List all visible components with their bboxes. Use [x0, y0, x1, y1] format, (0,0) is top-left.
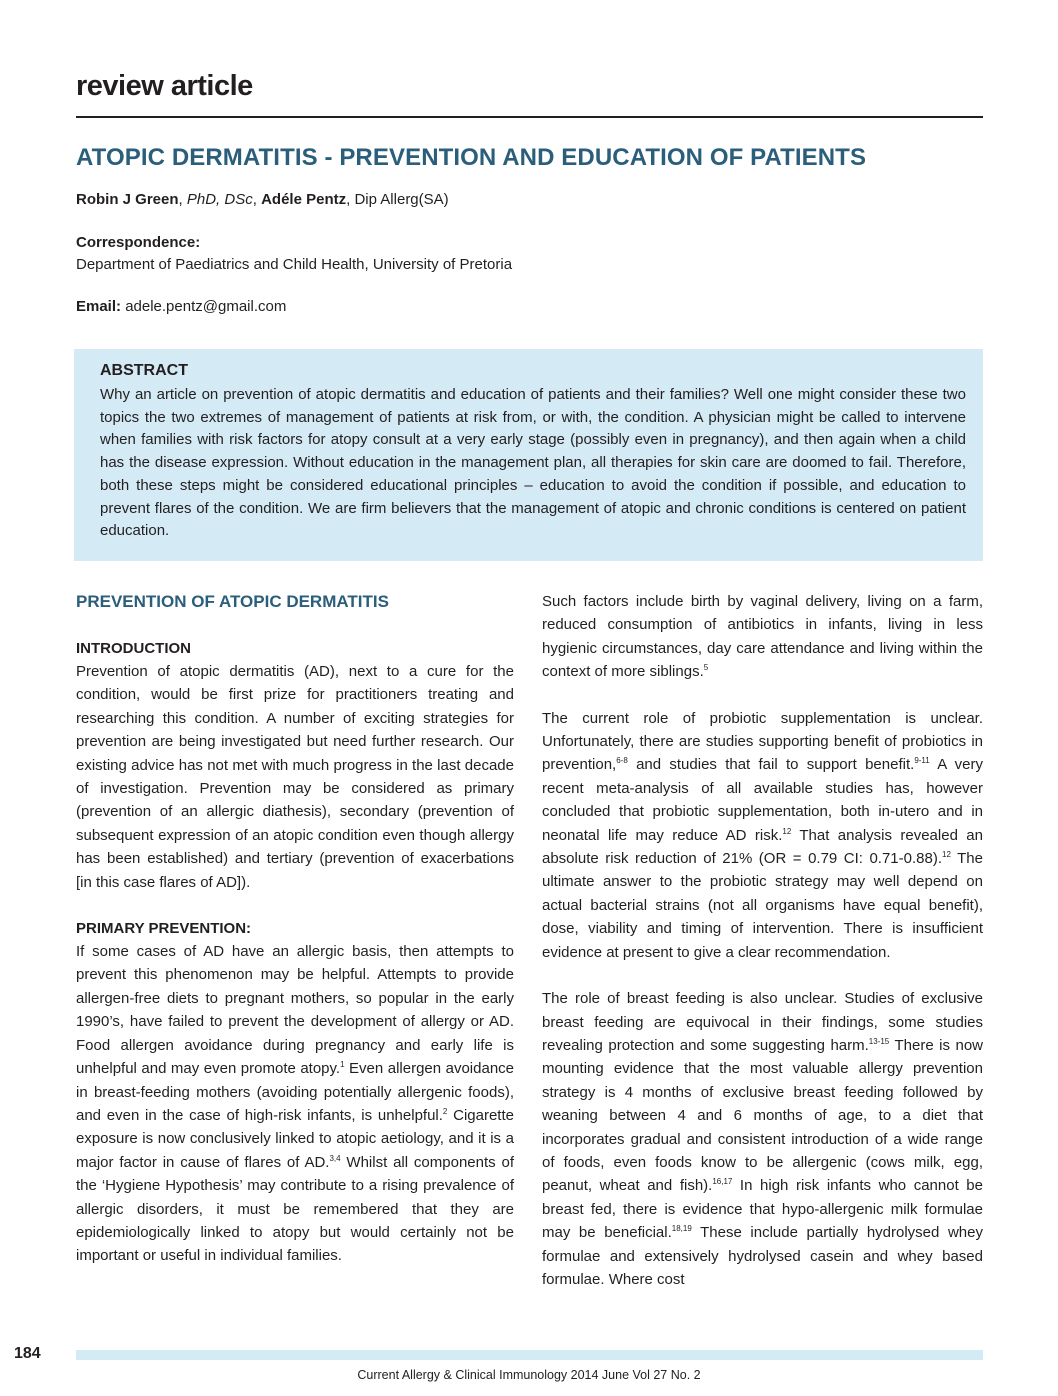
citation: 3,4	[329, 1153, 341, 1163]
citation: 12	[942, 850, 951, 860]
author-credentials: PhD, DSc	[186, 191, 253, 208]
author-credentials: Dip Allerg(SA)	[354, 191, 449, 208]
left-column	[76, 590, 514, 1268]
section-label: review article	[76, 70, 253, 102]
author-name: Adéle Pentz	[261, 191, 347, 208]
citation: 16,17	[712, 1177, 733, 1187]
citation: 12	[782, 826, 792, 836]
citation: 13-15	[868, 1036, 890, 1046]
email-label: Email:	[76, 298, 122, 315]
citation: 9-11	[914, 756, 930, 766]
citation: 2	[442, 1106, 448, 1116]
abstract-text: Why an article on prevention of atopic dermatitis and education of patients and their families? Well one might consider these two topics the two extremes of management of patients at risk from, or with, the condition. A physician might be called to intervene when families with risk factors for atopy consult at a very early stage (possibly even in pregnancy), and then again when a child has the disease expression. Without education in the management plan, all therapies for skin care are doomed to fail. Therefore, both these steps might be considered educational principles – education to avoid the condition if possible, and education to prevent flares of the condition. We are firm believers that the management of atopic and chronic conditions is centered on patient education.	[100, 386, 966, 540]
subsection-heading-primary-prevention: PRIMARY PREVENTION:	[76, 920, 252, 938]
citation: 5	[703, 663, 709, 673]
footer-bar	[76, 1350, 983, 1360]
subsection-heading-introduction: INTRODUCTION	[76, 640, 191, 657]
author-line: Robin J Green, PhD, DSc, Adéle Pentz, Dip Allerg(SA)	[76, 191, 449, 208]
paragraph-hygiene-factors: Such factors include birth by vaginal delivery, living on a farm, reduced consumption of antibiotics in infants, living in less hygienic circumstances, day care attendance and living within the context of more siblings.$^5$	[542, 593, 983, 681]
citation: 1	[340, 1060, 345, 1070]
page-number: 184	[14, 1345, 41, 1362]
section-heading: PREVENTION OF ATOPIC DERMATITIS	[76, 592, 389, 611]
header-rule	[76, 116, 983, 118]
email-address[interactable]: adele.pentz@gmail.com	[125, 298, 287, 315]
citation: 6-8	[616, 756, 628, 766]
paragraph-primary-prevention: If some cases of AD have an allergic basis, then attempts to prevent this phenomenon may be helpful. Attempts to provide allergen-free diets to pregnant mothers, so popular in the early 1990’s, have failed to prevent the development of allergy or AD. Food allergen avoidance during pregnancy and early life is unhelpful and may even promote atopy.$^1$ Even allergen avoidance in breast-feeding mothers (avoiding potentially allergenic foods), and even in the case of high-risk infants, is unhelpful.$^2$ Cigarette exposure is now conclusively linked to atopic aetiology, and it is a major factor in cause of flares of AD.$^{3,4}$ Whilst all components of the ‘Hygiene Hypothesis’ may contribute to a rising prevalence of allergic disorders, it must be remembered that they are epidemiologically linked to atopy but would certainly not be important or useful in individual families.	[76, 943, 515, 1265]
paragraph-introduction: Prevention of atopic dermatitis (AD), next to a cure for the condition, would be first prize for practitioners treating and researching this condition. A number of exciting strategies for prevention are being investigated but need further research. Our existing advice has not met with much progress in the last decade of investigation. Prevention may be considered as primary (prevention of an allergic diathesis), secondary (prevention of subsequent expression of an atopic condition even though allergy has been established) and tertiary (prevention of exacerbations [in this case flares of AD]).	[76, 663, 514, 891]
author-name: Robin J Green	[76, 191, 179, 208]
email-line	[76, 298, 286, 315]
article-title: ATOPIC DERMATITIS - PREVENTION AND EDUCATION OF PATIENTS	[76, 144, 867, 171]
abstract-heading: ABSTRACT	[100, 362, 188, 379]
paragraph-probiotics: The current role of probiotic supplementation is unclear. Unfortunately, there are studies supporting benefit of probiotics in prevention,$^{6-8}$ and studies that fail to support benefit.$^{9-11}$ A very recent meta-analysis of all available studies has, however concluded that probiotic supplementation, both in-utero and in neonatal life may reduce AD risk.$^{12}$ That analysis revealed an absolute risk reduction of 21% (OR = 0.79 CI: 0.71-0.88).$^{12}$ The ultimate answer to the probiotic strategy may well depend on actual bacterial strains (not all organisms have equal benefit), dose, viability and timing of intervention. There is insufficient evidence at present to give a clear recommendation.	[542, 709, 983, 961]
citation: 18,19	[671, 1224, 692, 1234]
footer-journal-citation: Current Allergy & Clinical Immunology 2014 June Vol 27 No. 2	[357, 1368, 701, 1382]
correspondence-label: Correspondence:	[76, 234, 201, 251]
paragraph-breast-feeding: The role of breast feeding is also unclear. Studies of exclusive breast feeding are equivocal in their findings, some studies revealing protection and some suggesting harm.$^{13-15}$ There is now mounting evidence that the most valuable allergy prevention strategy is 4 months of exclusive breast feeding followed by weaning between 4 and 6 months of age, to a diet that incorporates gradual and consistent introduction of a wide range of foods, even foods know to be allergenic (cows milk, egg, peanut, wheat and fish).$^{16,17}$ In high risk infants who cannot be breast fed, there is evidence that hypo-allergenic milk formulae may be beneficial.$^{18,19}$ These include partially hydrolysed whey formulae and extensively hydrolysed casein and whey based formulae. Where cost	[542, 990, 983, 1288]
right-column	[542, 590, 983, 1291]
correspondence-text: Department of Paediatrics and Child Health, University of Pretoria	[76, 256, 513, 273]
